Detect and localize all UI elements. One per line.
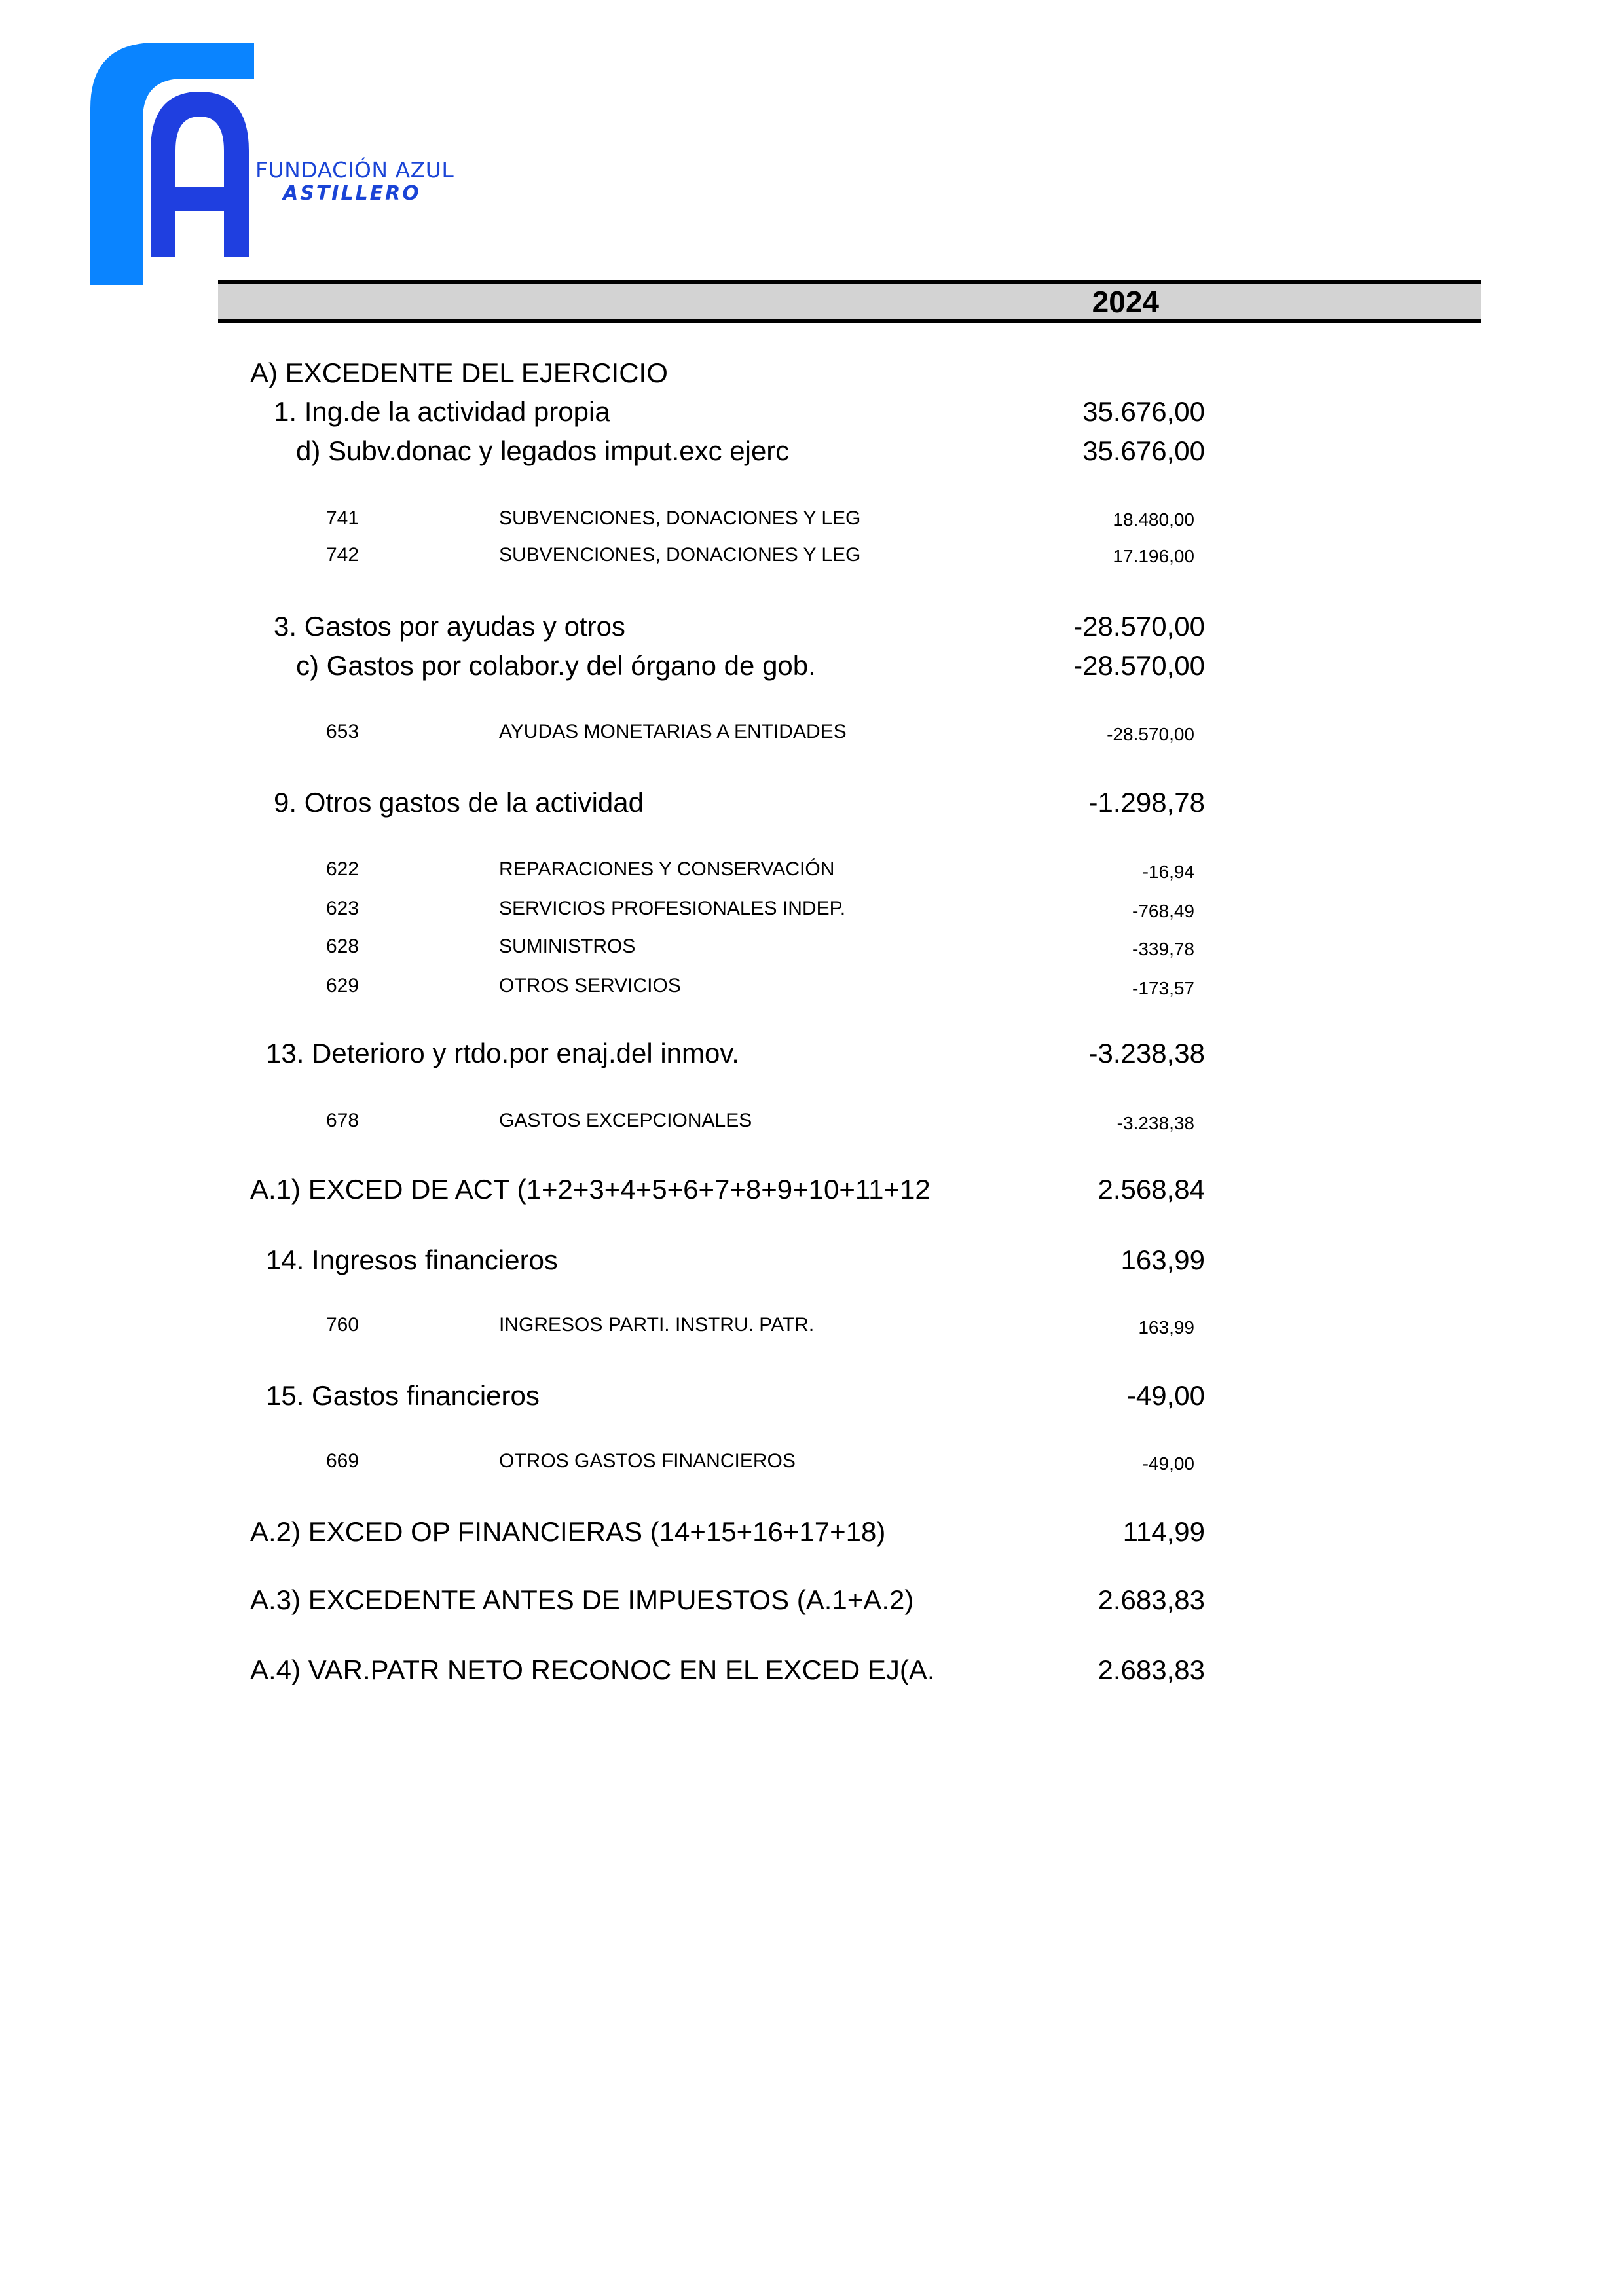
account-value: -3.238,38 xyxy=(1116,1113,1194,1133)
fundacion-logo xyxy=(0,0,471,301)
account-code: 629 xyxy=(326,975,360,996)
subtotal-a2-label: A.2) EXCED OP FINANCIERAS (14+15+16+17+18) xyxy=(250,1516,886,1547)
subtotal-a3-label: A.3) EXCEDENTE ANTES DE IMPUESTOS (A.1+A.2) xyxy=(250,1584,914,1615)
subtotal-a1-label: A.1) EXCED DE ACT (1+2+3+4+5+6+7+8+9+10+11+12 xyxy=(250,1174,931,1205)
item-3-value: -28.570,00 xyxy=(1073,611,1205,642)
subtotal-a1-value: 2.568,84 xyxy=(1098,1174,1205,1205)
item-3c-label: c) Gastos por colabor.y del órgano de gob. xyxy=(296,650,816,681)
account-desc: GASTOS EXCEPCIONALES xyxy=(499,1110,752,1131)
account-code: 760 xyxy=(326,1314,360,1336)
account-desc: SERVICIOS PROFESIONALES INDEP. xyxy=(499,898,846,919)
account-value: -339,78 xyxy=(1132,939,1194,959)
subtotal-a2-value: 114,99 xyxy=(1122,1516,1205,1547)
brand-name: FUNDACIÓN AZUL xyxy=(255,157,454,183)
item-13-label: 13. Deterioro y rtdo.por enaj.del inmov. xyxy=(266,1038,739,1068)
subtotal-a4-value: 2.683,83 xyxy=(1098,1654,1205,1685)
subtotal-a3-value: 2.683,83 xyxy=(1098,1584,1205,1615)
account-code: 623 xyxy=(326,898,360,919)
account-desc: OTROS GASTOS FINANCIEROS xyxy=(499,1450,796,1472)
account-code: 622 xyxy=(326,858,360,880)
item-3c-value: -28.570,00 xyxy=(1073,650,1205,681)
item-9-value: -1.298,78 xyxy=(1088,787,1205,818)
logo-a-arch xyxy=(151,92,249,257)
column-year: 2024 xyxy=(1092,285,1159,319)
account-value: 163,99 xyxy=(1138,1317,1194,1338)
item-1-label: 1. Ing.de la actividad propia xyxy=(274,396,610,427)
account-desc: REPARACIONES Y CONSERVACIÓN xyxy=(499,858,835,880)
item-1-value: 35.676,00 xyxy=(1082,396,1205,427)
item-14-label: 14. Ingresos financieros xyxy=(266,1245,558,1275)
brand-subname: ASTILLERO xyxy=(283,182,421,205)
section-a-title: A) EXCEDENTE DEL EJERCICIO xyxy=(250,357,668,388)
account-value: 17.196,00 xyxy=(1113,546,1194,566)
item-9-label: 9. Otros gastos de la actividad xyxy=(274,787,644,818)
account-value: -28.570,00 xyxy=(1107,724,1194,744)
account-value: -49,00 xyxy=(1142,1453,1194,1474)
account-code: 669 xyxy=(326,1450,360,1472)
account-desc: INGRESOS PARTI. INSTRU. PATR. xyxy=(499,1314,815,1336)
item-1d-value: 35.676,00 xyxy=(1082,435,1205,466)
account-value: 18.480,00 xyxy=(1113,509,1194,530)
account-code: 678 xyxy=(326,1110,360,1131)
item-3-label: 3. Gastos por ayudas y otros xyxy=(274,611,625,642)
account-code: 742 xyxy=(326,544,360,566)
item-15-label: 15. Gastos financieros xyxy=(266,1380,540,1411)
account-desc: OTROS SERVICIOS xyxy=(499,975,681,996)
account-value: -173,57 xyxy=(1132,978,1194,998)
item-14-value: 163,99 xyxy=(1120,1245,1205,1275)
account-desc: SUBVENCIONES, DONACIONES Y LEG xyxy=(499,544,861,566)
account-code: 741 xyxy=(326,507,360,529)
account-code: 628 xyxy=(326,936,360,957)
subtotal-a4-label: A.4) VAR.PATR NETO RECONOC EN EL EXCED EJ(A. xyxy=(250,1654,935,1685)
account-code: 653 xyxy=(326,721,360,742)
item-15-value: -49,00 xyxy=(1126,1380,1205,1411)
account-value: -16,94 xyxy=(1142,862,1194,882)
item-1d-label: d) Subv.donac y legados imput.exc ejerc xyxy=(296,435,790,466)
account-desc: SUBVENCIONES, DONACIONES Y LEG xyxy=(499,507,861,529)
item-13-value: -3.238,38 xyxy=(1088,1038,1205,1068)
account-desc: AYUDAS MONETARIAS A ENTIDADES xyxy=(499,721,847,742)
account-value: -768,49 xyxy=(1132,901,1194,921)
table-header-band xyxy=(218,280,1481,323)
account-desc: SUMINISTROS xyxy=(499,936,636,957)
